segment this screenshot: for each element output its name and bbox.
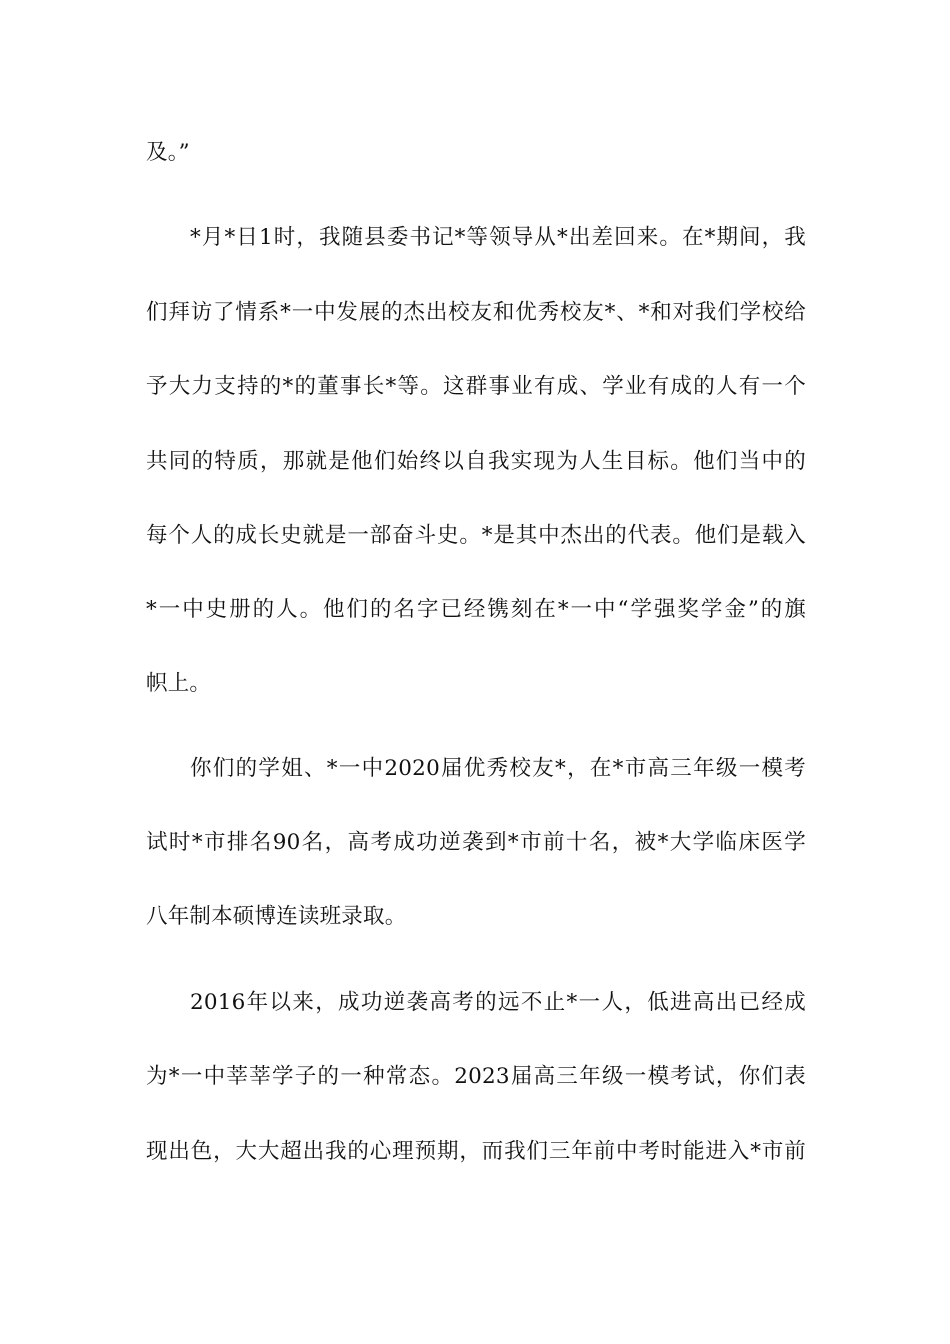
paragraph-first-line: 2016年以来，成功逆袭高考的远不止*一人，低进高出已经成 (190, 990, 806, 1015)
text-line: *一中史册的人。他们的名字已经镌刻在*一中“学强奖学金”的旗 (146, 597, 806, 622)
text-line: 共同的特质，那就是他们始终以自我实现为人生目标。他们当中的 (146, 449, 806, 474)
text-line: 们拜访了情系*一中发展的杰出校友和优秀校友*、*和对我们学校给 (146, 300, 806, 325)
text-line: 现出色，大大超出我的心理预期，而我们三年前中考时能进入*市前 (146, 1139, 806, 1164)
text-line: 及。” (146, 140, 190, 165)
text-line: 为*一中莘莘学子的一种常态。2023届高三年级一模考试，你们表 (146, 1064, 806, 1089)
paragraph-first-line: 你们的学姐、*一中2020届优秀校友*，在*市高三年级一模考 (190, 756, 806, 781)
text-line: 予大力支持的*的董事长*等。这群事业有成、学业有成的人有一个 (146, 374, 806, 399)
text-line: 试时*市排名90名，高考成功逆袭到*市前十名，被*大学临床医学 (146, 830, 806, 855)
text-line: 每个人的成长史就是一部奋斗史。*是其中杰出的代表。他们是载入 (146, 523, 806, 548)
text-line: 帜上。 (146, 671, 212, 696)
paragraph-first-line: *月*日1时，我随县委书记*等领导从*出差回来。在*期间，我 (190, 225, 806, 250)
text-line: 八年制本硕博连读班录取。 (146, 904, 407, 929)
